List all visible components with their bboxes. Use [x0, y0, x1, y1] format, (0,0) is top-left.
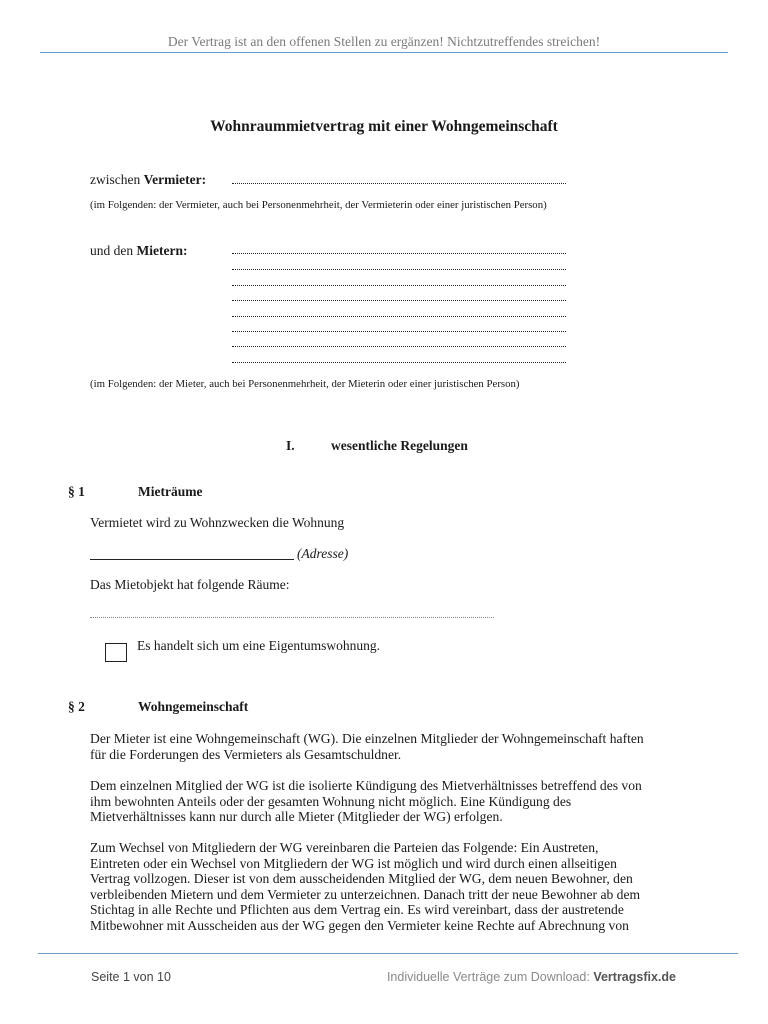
mieter-field-2[interactable]	[232, 269, 566, 271]
paragraph-2-number: § 2	[68, 699, 85, 714]
checkbox-label: Es handelt sich um eine Eigentumswohnung.	[137, 638, 380, 653]
p2-para3-line: Vertrag vollzogen. Dieser ist von dem ausscheidenden Mitglied der WG, dem neuen Bewohner, den	[90, 871, 633, 887]
mieter-field-7[interactable]	[232, 346, 566, 348]
page-number: Seite 1 von 10	[91, 970, 171, 984]
p2-para1-line: für die Forderungen des Vermieters als Gesamtschuldner.	[90, 746, 402, 762]
p2-paragraph-1	[90, 731, 644, 762]
p2-paragraph-3	[90, 840, 640, 934]
section-title: wesentliche Regelungen	[331, 438, 468, 453]
mieter-field-3[interactable]	[232, 285, 566, 287]
p2-para2-line: Mietverhältnisses kann nur durch alle Mieter (Mitglieder der WG) erfolgen.	[90, 809, 503, 825]
brand-link[interactable]: Vertragsfix.de	[593, 970, 676, 984]
vermieter-row	[90, 172, 206, 188]
mieter-prefix: und den	[90, 243, 137, 258]
paragraph-2-title: Wohngemeinschaft	[138, 699, 249, 714]
vermieter-label: Vermieter:	[143, 172, 207, 187]
address-label: (Adresse)	[297, 546, 349, 561]
mieter-field-6[interactable]	[232, 331, 566, 333]
mieter-field-4[interactable]	[232, 300, 566, 302]
p2-para3-line: Stichtag in alle Rechte und Pflichten aus dem Vertrag ein. Es wird vereinbart, dass der austretende	[90, 902, 624, 918]
address-field[interactable]	[90, 559, 294, 560]
p2-para2-line: Dem einzelnen Mitglied der WG ist die isolierte Kündigung des Mietverhältnisses betreffend des von	[90, 778, 642, 793]
eigentumswohnung-checkbox[interactable]	[105, 643, 127, 662]
mieter-field-8[interactable]	[232, 362, 566, 364]
mieter-label: Mietern:	[136, 243, 188, 258]
mieter-note: (im Folgenden: der Mieter, auch bei Personenmehrheit, der Mieterin oder einer juristischen Person)	[90, 378, 520, 390]
p2-para2-line: ihm bewohnten Anteils oder der gesamten Wohnung nicht möglich. Eine Kündigung des	[90, 793, 572, 809]
footer-download	[387, 970, 676, 984]
document-title: Wohnraummietvertrag mit einer Wohngemeinschaft	[210, 118, 558, 135]
paragraph-1-title: Mieträume	[138, 484, 203, 499]
p2-paragraph-2	[90, 778, 642, 825]
vermieter-note: (im Folgenden: der Vermieter, auch bei Personenmehrheit, der Vermieterin oder einer juristischen Person)	[90, 199, 547, 211]
vermieter-field[interactable]	[232, 183, 566, 185]
section-number: I.	[286, 438, 295, 453]
p2-para1-line: Der Mieter ist eine Wohngemeinschaft (WG). Die einzelnen Mitglieder der Wohngemeinschaft haften	[90, 731, 644, 746]
p2-para3-line: Zum Wechsel von Mitgliedern der WG vereinbaren die Parteien das Folgende: Ein Austreten,	[90, 840, 599, 855]
mieter-field-1[interactable]	[232, 253, 566, 255]
p2-para3-line: Mitbewohner mit Ausscheiden aus der WG gegen den Vermieter keine Rechte auf Abrechnung von	[90, 917, 629, 933]
mieter-field-5[interactable]	[232, 316, 566, 318]
rooms-label: Das Mietobjekt hat folgende Räume:	[90, 577, 290, 592]
mieter-row	[90, 243, 187, 259]
p2-para3-line: verbleibenden Mietern und dem Vermieter zu unterzeichnen. Danach tritt der neue Bewohner ab dem	[90, 886, 641, 902]
rooms-field[interactable]	[90, 617, 494, 619]
p2-para3-line: Eintreten oder ein Wechsel von Mitgliedern der WG ist möglich und wird durch einen allseitigen	[90, 855, 617, 871]
paragraph-1-number: § 1	[68, 484, 85, 499]
p1-intro: Vermietet wird zu Wohnzwecken die Wohnung	[90, 515, 345, 530]
vermieter-prefix: zwischen	[90, 172, 144, 187]
header-note: Der Vertrag ist an den offenen Stellen zu ergänzen! Nichtzutreffendes streichen!	[167, 34, 601, 49]
download-text: Individuelle Verträge zum Download:	[386, 970, 594, 984]
footer-rule	[38, 953, 738, 954]
header-rule	[40, 52, 728, 53]
